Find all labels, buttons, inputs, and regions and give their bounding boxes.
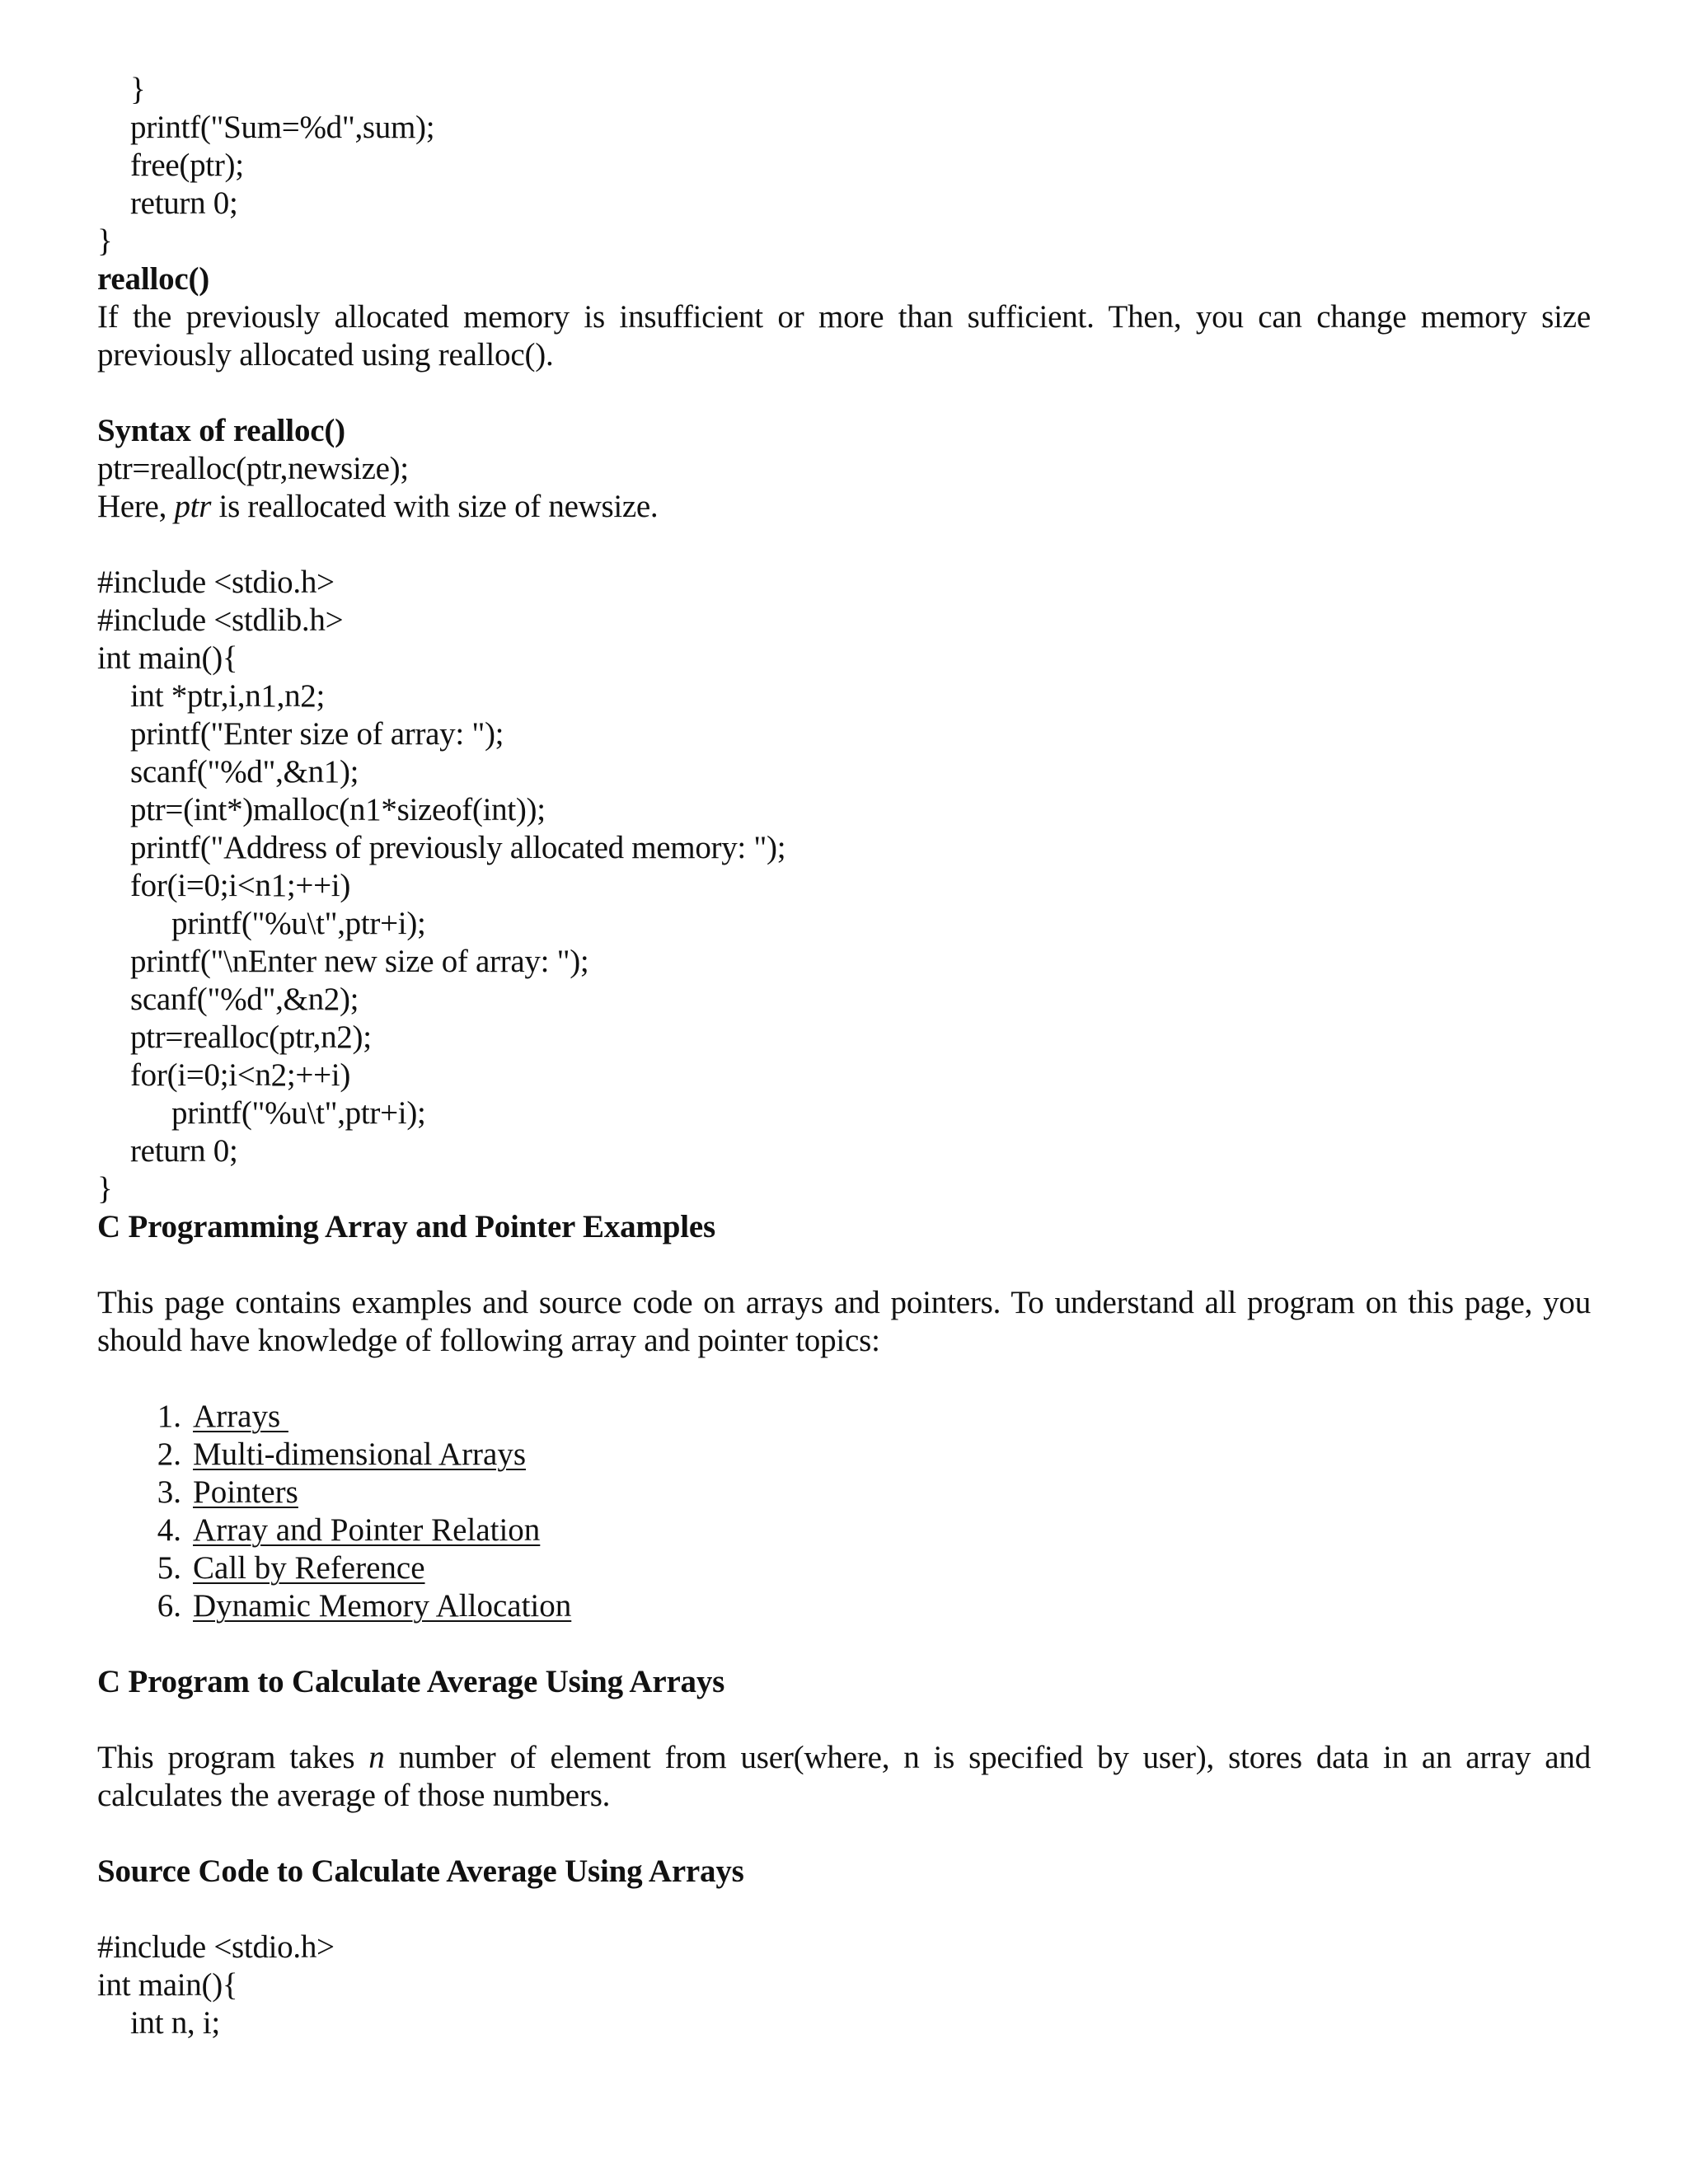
realloc-paragraph: If the previously allocated memory is insufficient or more than sufficient. Then, you can change memory size previously allocated using realloc().: [97, 299, 1591, 373]
topic-link[interactable]: Dynamic Memory Allocation: [193, 1588, 572, 1624]
code-line: return 0;: [130, 1133, 238, 1169]
topic-link[interactable]: Array and Pointer Relation: [193, 1512, 541, 1548]
section-heading-average: C Program to Calculate Average Using Arrays: [97, 1664, 725, 1699]
topic-link[interactable]: Pointers: [193, 1474, 298, 1510]
examples-paragraph: This page contains examples and source code on arrays and pointers. To understand all program on this page, you should have knowledge of following array and pointer topics:: [97, 1285, 1591, 1358]
topic-list-item: [97, 1511, 1591, 1549]
code-line: int main(){: [97, 1967, 238, 2003]
code-line: }: [130, 72, 146, 107]
code-line: ptr=(int*)malloc(n1*sizeof(int));: [130, 792, 546, 827]
code-line: int n, i;: [130, 2005, 220, 2041]
topic-number: 1.: [157, 1399, 181, 1434]
code-line: scanf("%d",&n1);: [130, 754, 359, 790]
topic-link[interactable]: Arrays: [193, 1399, 288, 1434]
topic-list-item: [97, 1549, 1591, 1587]
code-line: }: [97, 223, 113, 259]
explanation-prefix: Here,: [97, 489, 175, 524]
topic-list-item: [97, 1474, 1591, 1511]
code-line: printf("\nEnter new size of array: ");: [130, 944, 589, 979]
code-line: ptr=realloc(ptr,n2);: [130, 1019, 372, 1055]
code-line: #include <stdlib.h>: [97, 602, 344, 638]
code-line: printf("Enter size of array: ");: [130, 716, 504, 752]
syntax-line: ptr=realloc(ptr,newsize);: [97, 451, 409, 486]
code-line: for(i=0;i<n1;++i): [130, 868, 351, 903]
code-line: printf("Sum=%d",sum);: [130, 110, 435, 145]
topic-number: 3.: [157, 1474, 181, 1510]
code-line: printf("%u\t",ptr+i);: [171, 906, 426, 941]
section-heading-examples: C Programming Array and Pointer Examples: [97, 1209, 715, 1244]
topic-number: 5.: [157, 1550, 181, 1586]
average-para-n: n: [368, 1740, 385, 1775]
topic-link[interactable]: Call by Reference: [193, 1550, 425, 1586]
section-heading-realloc: realloc(): [97, 261, 210, 297]
code-line: int main(){: [97, 640, 238, 676]
code-line: free(ptr);: [130, 148, 244, 183]
code-line: return 0;: [130, 185, 238, 221]
topic-number: 4.: [157, 1512, 181, 1548]
code-line: #include <stdio.h>: [97, 565, 335, 600]
topic-number: 2.: [157, 1436, 181, 1472]
average-para-suffix: number of element from user(where, n is specified by user), stores data in an array and calculates the average of those numbers.: [97, 1740, 1592, 1813]
topic-list-item: [97, 1436, 1591, 1474]
code-line: scanf("%d",&n2);: [130, 982, 359, 1017]
topic-list-item: [97, 1587, 1591, 1625]
average-paragraph: [97, 1739, 1591, 1815]
topic-number: 6.: [157, 1588, 181, 1624]
code-line: int *ptr,i,n1,n2;: [130, 678, 326, 714]
realloc-explanation: [97, 488, 1591, 526]
topic-list: [97, 1398, 1591, 1625]
average-para-prefix: This program takes: [97, 1740, 369, 1775]
document-page: [97, 71, 1591, 2042]
explanation-suffix: is reallocated with size of newsize.: [211, 489, 659, 524]
explanation-ptr: ptr: [174, 489, 212, 524]
code-line: for(i=0;i<n2;++i): [130, 1057, 351, 1093]
code-line: printf("%u\t",ptr+i);: [171, 1095, 426, 1131]
topic-list-item: [97, 1398, 1591, 1436]
source-code-heading: Source Code to Calculate Average Using Arrays: [97, 1854, 744, 1889]
code-line: #include <stdio.h>: [97, 1929, 335, 1965]
code-line: printf("Address of previously allocated memory: ");: [130, 830, 786, 865]
code-line: }: [97, 1171, 113, 1207]
syntax-heading: Syntax of realloc(): [97, 413, 345, 448]
topic-link[interactable]: Multi-dimensional Arrays: [193, 1436, 527, 1472]
